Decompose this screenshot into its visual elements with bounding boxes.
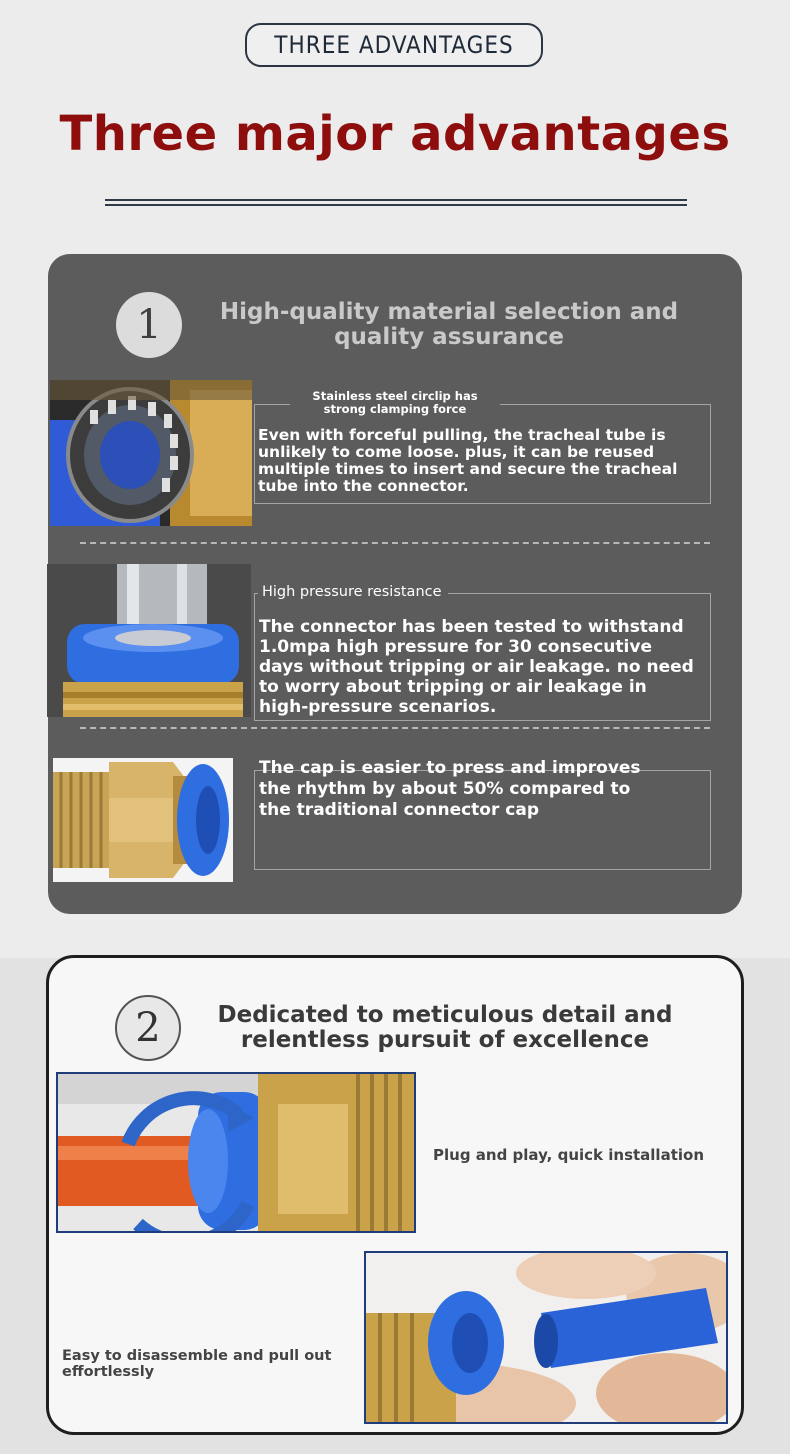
circlip-closeup-photo — [50, 380, 252, 526]
section-2-heading: Dedicated to meticulous detail and relentless pursuit of excellence — [217, 1002, 673, 1053]
caption-easy-disassemble: Easy to disassemble and pull out effortlessly — [62, 1348, 332, 1380]
page-title: Three major advantages — [59, 106, 731, 162]
brass-connector-photo — [53, 758, 233, 882]
section-number-1: 1 — [116, 292, 182, 358]
section-badge — [245, 23, 543, 67]
caption-plug-and-play: Plug and play, quick installation — [433, 1146, 704, 1164]
section-badge-label: THREE ADVANTAGES — [274, 31, 514, 59]
tube-in-connector-photo — [47, 564, 251, 717]
dashed-separator-2 — [80, 727, 710, 729]
title-divider-bottom — [105, 204, 687, 206]
feature-label-circlip: Stainless steel circlip has strong clamping force — [290, 390, 500, 416]
section-1-heading: High-quality material selection and quality assurance — [219, 299, 679, 350]
feature-text-cap: The cap is easier to press and improves the rhythm by about 50% compared to the traditional connector cap — [259, 758, 641, 820]
feature-text-circlip: Even with forceful pulling, the tracheal tube is unlikely to come loose. plus, it can be reused multiple times to insert and secure the tracheal tube into the connector. — [258, 426, 678, 495]
blue-tube-removal-photo — [364, 1251, 728, 1424]
dashed-separator-1 — [80, 542, 710, 544]
feature-text-pressure: The connector has been tested to withstand 1.0mpa high pressure for 30 consecutive days without tripping or air leakage. no need to worry about tripping or air leakage in high-pressure scenarios. — [259, 617, 694, 717]
orange-tube-install-photo — [56, 1072, 416, 1233]
section-number-2: 2 — [115, 995, 181, 1061]
title-divider-top — [105, 199, 687, 201]
feature-label-pressure: High pressure resistance — [258, 584, 448, 600]
